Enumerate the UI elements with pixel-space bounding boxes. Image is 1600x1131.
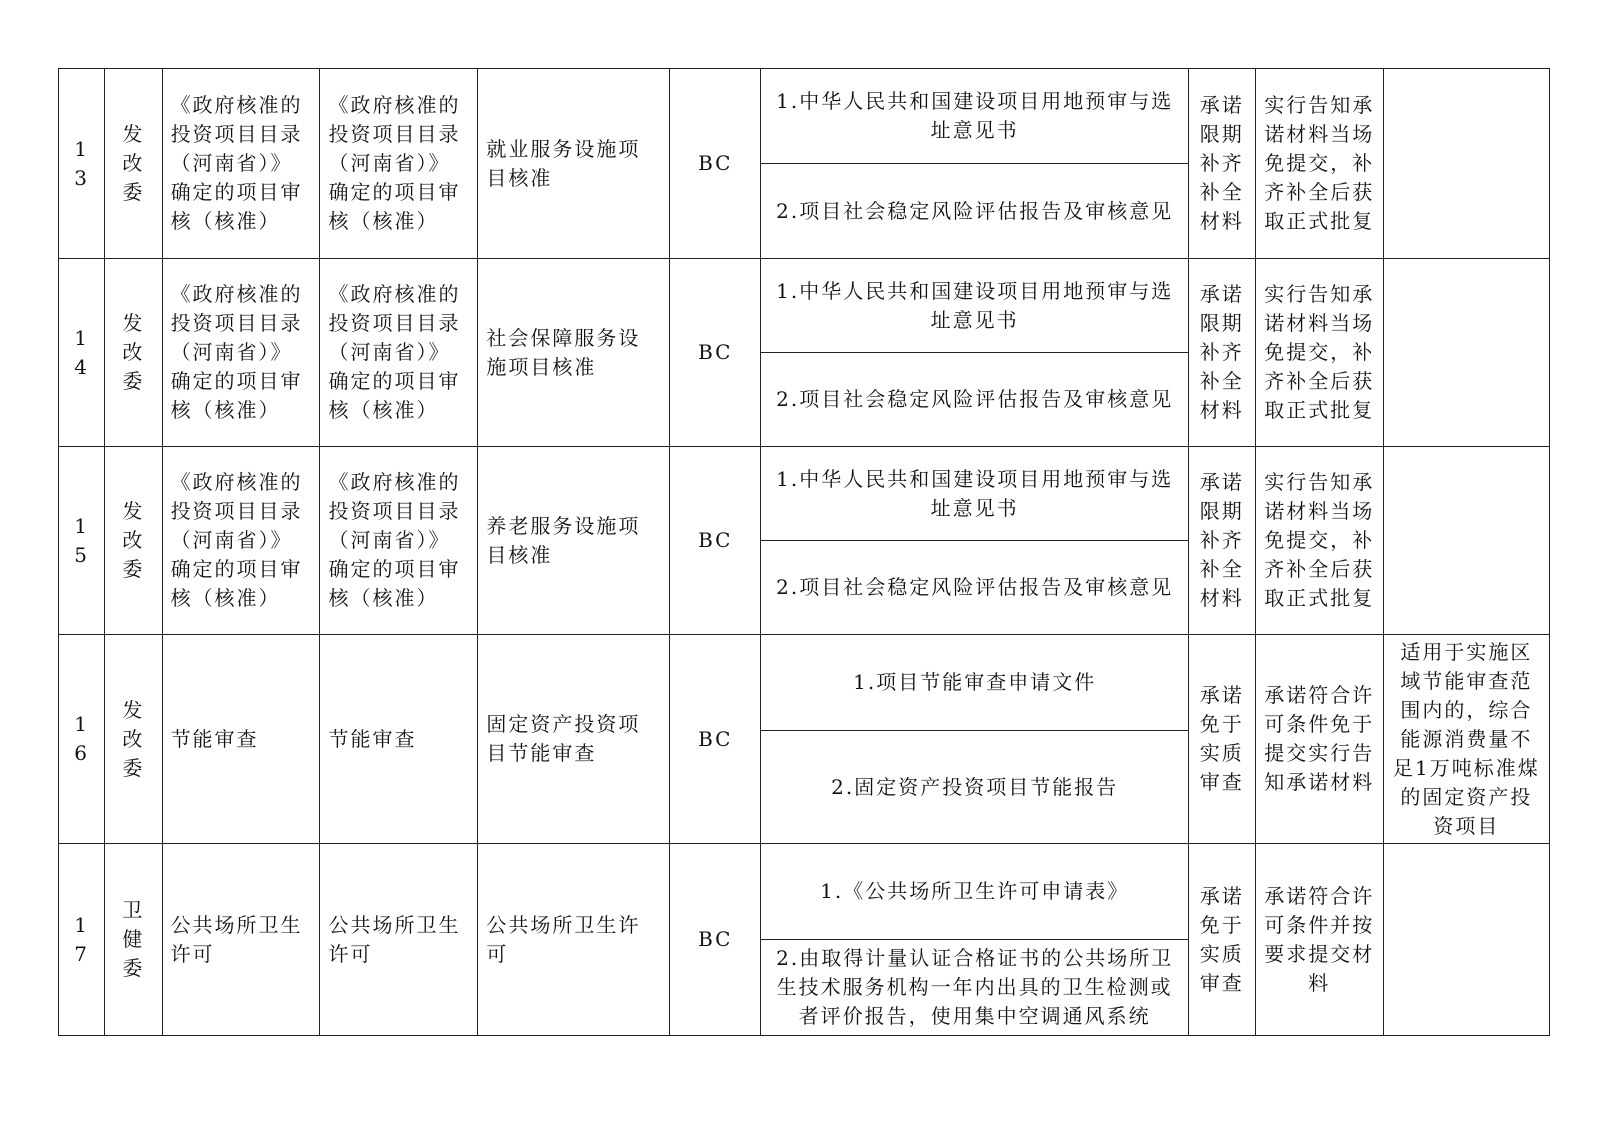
commitment-method: 承诺限期补齐补全材料 bbox=[1188, 69, 1255, 259]
item-name: 《政府核准的投资项目目录（河南省）》确定的项目审核（核准） bbox=[162, 447, 320, 635]
row-number: 14 bbox=[59, 259, 105, 447]
business-item: 社会保障服务设施项目核准 bbox=[478, 259, 670, 447]
material-item: 1.项目节能审查申请文件 bbox=[761, 635, 1189, 731]
material-item: 1.中华人民共和国建设项目用地预审与选址意见书 bbox=[761, 447, 1189, 541]
item-code: BC bbox=[670, 259, 761, 447]
business-item: 就业服务设施项目核准 bbox=[478, 69, 670, 259]
sub-item-name: 《政府核准的投资项目目录（河南省）》确定的项目审核（核准） bbox=[320, 447, 478, 635]
material-item: 2.项目社会稳定风险评估报告及审核意见 bbox=[761, 541, 1189, 635]
item-name: 《政府核准的投资项目目录（河南省）》确定的项目审核（核准） bbox=[162, 259, 320, 447]
approval-items-table bbox=[58, 68, 1550, 1036]
table-row bbox=[59, 844, 1550, 940]
table-row bbox=[59, 259, 1550, 353]
material-item: 1.中华人民共和国建设项目用地预审与选址意见书 bbox=[761, 69, 1189, 164]
commitment-method: 承诺免于实质审查 bbox=[1188, 844, 1255, 1036]
item-name: 《政府核准的投资项目目录（河南省）》确定的项目审核（核准） bbox=[162, 69, 320, 259]
handling-measure: 实行告知承诺材料当场免提交，补齐补全后获取正式批复 bbox=[1255, 69, 1383, 259]
material-item: 2.固定资产投资项目节能报告 bbox=[761, 731, 1189, 844]
item-code: BC bbox=[670, 447, 761, 635]
row-number: 15 bbox=[59, 447, 105, 635]
table-row bbox=[59, 635, 1550, 731]
handling-measure: 承诺符合许可条件免于提交实行告知承诺材料 bbox=[1255, 635, 1383, 844]
business-item: 养老服务设施项目核准 bbox=[478, 447, 670, 635]
remark: 适用于实施区域节能审查范围内的，综合能源消费量不足1万吨标准煤的固定资产投资项目 bbox=[1383, 635, 1549, 844]
row-number: 13 bbox=[59, 69, 105, 259]
commitment-method: 承诺限期补齐补全材料 bbox=[1188, 447, 1255, 635]
remark bbox=[1383, 447, 1549, 635]
remark bbox=[1383, 844, 1549, 1036]
row-number: 16 bbox=[59, 635, 105, 844]
business-item: 公共场所卫生许可 bbox=[478, 844, 670, 1036]
sub-item-name: 公共场所卫生许可 bbox=[320, 844, 478, 1036]
sub-item-name: 《政府核准的投资项目目录（河南省）》确定的项目审核（核准） bbox=[320, 259, 478, 447]
department: 卫健委 bbox=[105, 844, 162, 1036]
department: 发改委 bbox=[105, 635, 162, 844]
commitment-method: 承诺免于实质审查 bbox=[1188, 635, 1255, 844]
remark bbox=[1383, 69, 1549, 259]
item-code: BC bbox=[670, 69, 761, 259]
business-item: 固定资产投资项目节能审查 bbox=[478, 635, 670, 844]
item-name: 公共场所卫生许可 bbox=[162, 844, 320, 1036]
remark bbox=[1383, 259, 1549, 447]
department: 发改委 bbox=[105, 259, 162, 447]
handling-measure: 实行告知承诺材料当场免提交，补齐补全后获取正式批复 bbox=[1255, 259, 1383, 447]
material-item: 2.项目社会稳定风险评估报告及审核意见 bbox=[761, 164, 1189, 259]
sub-item-name: 《政府核准的投资项目目录（河南省）》确定的项目审核（核准） bbox=[320, 69, 478, 259]
sub-item-name: 节能审查 bbox=[320, 635, 478, 844]
handling-measure: 承诺符合许可条件并按要求提交材料 bbox=[1255, 844, 1383, 1036]
material-item: 1.《公共场所卫生许可申请表》 bbox=[761, 844, 1189, 940]
table-row bbox=[59, 69, 1550, 164]
item-code: BC bbox=[670, 844, 761, 1036]
table-row bbox=[59, 447, 1550, 541]
material-item: 2.由取得计量认证合格证书的公共场所卫生技术服务机构一年内出具的卫生检测或者评价报告，使用集中空调通风系统 bbox=[761, 940, 1189, 1036]
material-item: 1.中华人民共和国建设项目用地预审与选址意见书 bbox=[761, 259, 1189, 353]
commitment-method: 承诺限期补齐补全材料 bbox=[1188, 259, 1255, 447]
item-name: 节能审查 bbox=[162, 635, 320, 844]
department: 发改委 bbox=[105, 447, 162, 635]
row-number: 17 bbox=[59, 844, 105, 1036]
item-code: BC bbox=[670, 635, 761, 844]
handling-measure: 实行告知承诺材料当场免提交，补齐补全后获取正式批复 bbox=[1255, 447, 1383, 635]
department: 发改委 bbox=[105, 69, 162, 259]
material-item: 2.项目社会稳定风险评估报告及审核意见 bbox=[761, 353, 1189, 447]
